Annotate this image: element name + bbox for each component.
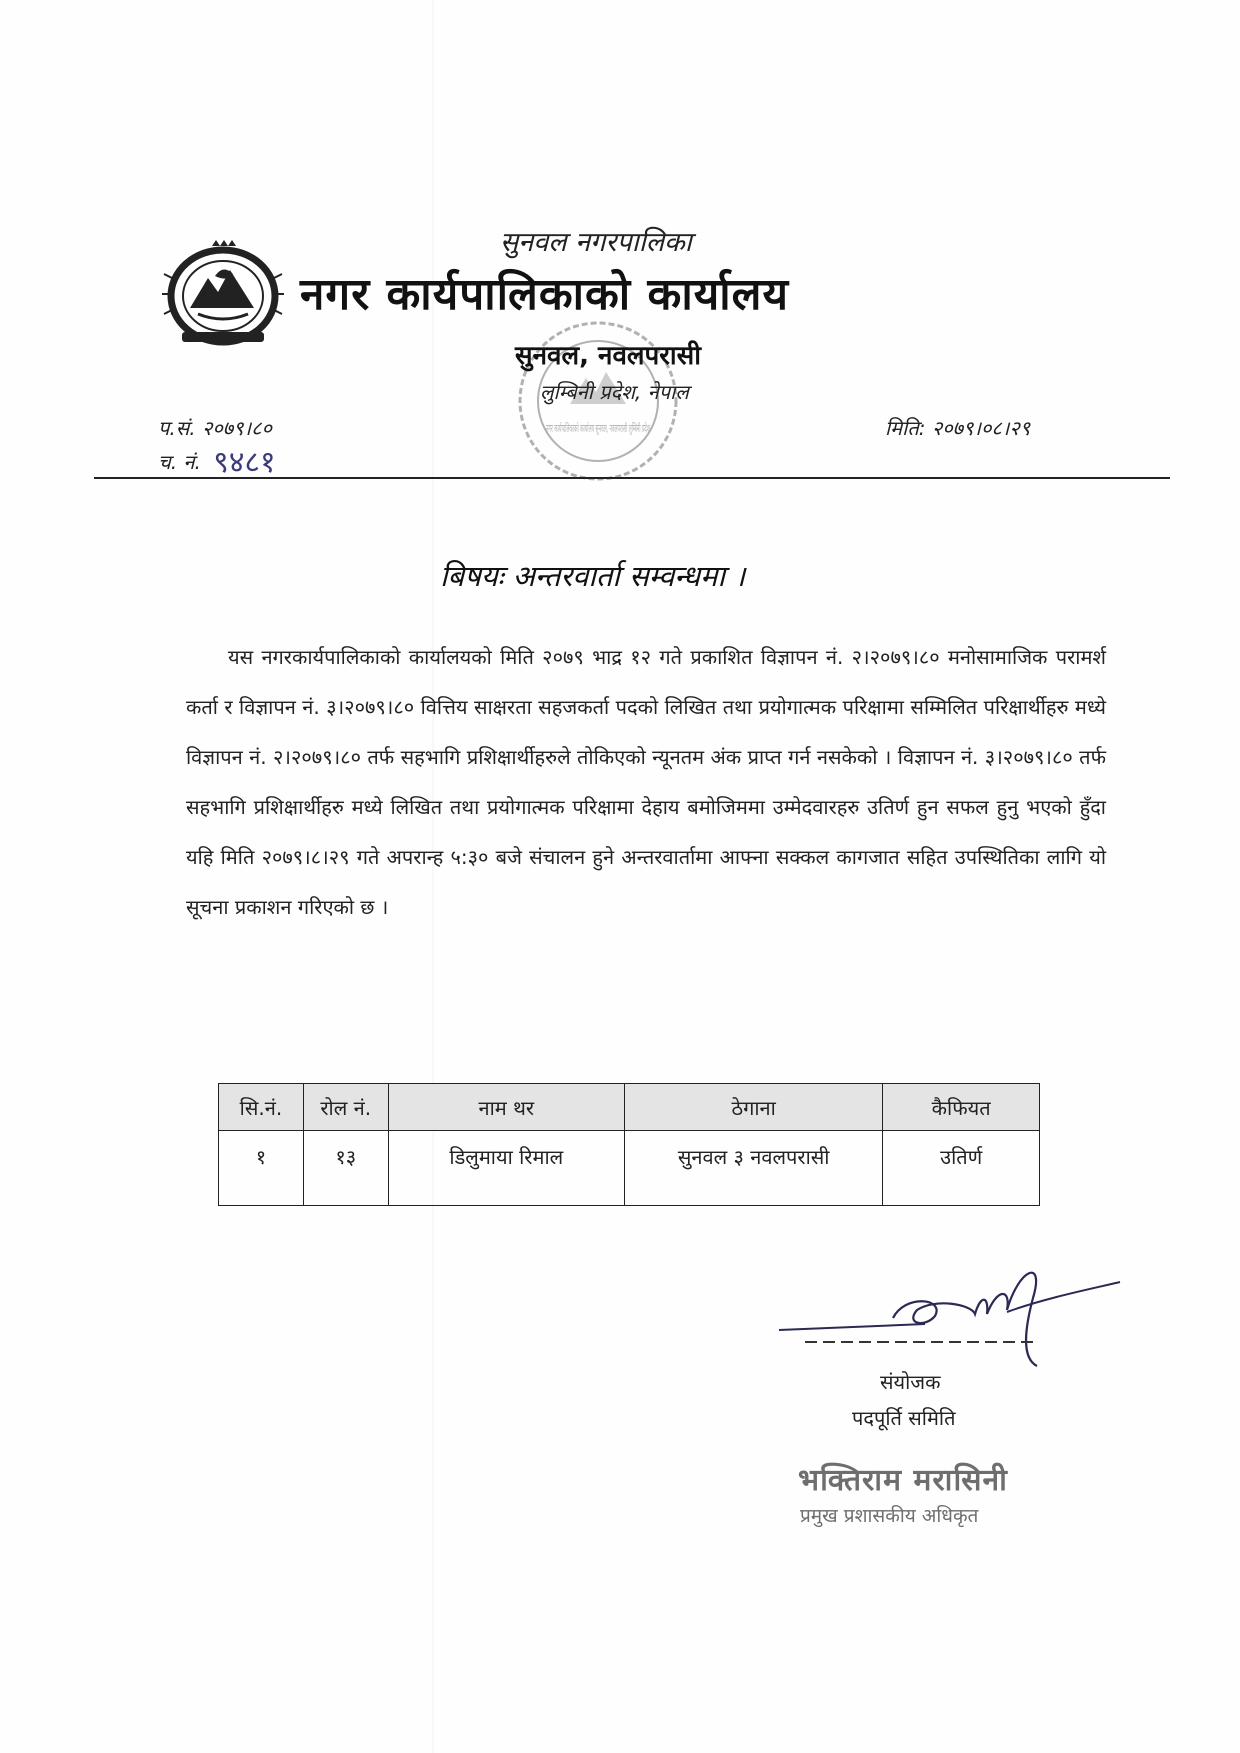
- office-location: सुनवल, नवलपरासी: [515, 341, 701, 371]
- body-paragraph: यस नगरकार्यपालिकाको कार्यालयको मिति २०७९ भाद्र १२ गते प्रकाशित विज्ञापन नं. २।२०७९।८० मनोसामाजिक परामर्श कर्ता र विज्ञापन नं. ३।२०७९।८० वित्तिय साक्षरता सहजकर्ता पदको लिखित तथा प्रयोगात्मक परिक्षामा सम्मिलित परिक्षार्थीहरु मध्ये विज्ञापन नं. २।२०७९।८० तर्फ सहभागि प्रशिक्षार्थीहरुले तोकिएको न्यूनतम अंक प्राप्त गर्न नसकेको । विज्ञापन नं. ३।२०७९।८० तर्फ सहभागि प्रशिक्षार्थीहरु मध्ये लिखित तथा प्रयोगात्मक परिक्षामा देहाय बमोजिममा उम्मेदवारहरु उतिर्ण हुन सफल हुनु भएको हुँदा यहि मिति २०७९।८।२९ गते अपरान्ह ५:३० बजे संचालन हुने अन्तरवार्तामा आफ्ना सक्कल कागजात सहित उपस्थितिका लागि यो सूचना प्रकाशन गरिएको छ ।: [186, 645, 1106, 919]
- office-province: लुम्बिनी प्रदेश, नेपाल: [540, 380, 689, 404]
- name-seal-post: प्रमुख प्रशासकीय अधिकृत: [800, 1505, 979, 1527]
- letter-date: मिति: २०७९।०८।२९: [885, 416, 1031, 440]
- col-address: ठेगाना: [624, 1084, 882, 1131]
- cell-roll: १३: [303, 1131, 388, 1206]
- nepal-emblem-icon: [160, 238, 286, 350]
- dispatch-number-label: च. नं.: [158, 450, 201, 474]
- committee-name: पदपूर्ति समिति: [852, 1406, 956, 1430]
- municipality-name: सुनवल नगरपालिका: [500, 227, 692, 258]
- handwritten-signature: [775, 1258, 1125, 1378]
- office-title: नगर कार्यपालिकाको कार्यालय: [300, 269, 789, 320]
- table-row: [219, 1131, 1040, 1206]
- table-header-row: [219, 1084, 1040, 1131]
- stamp-text: नगर कार्यपालिकाको कार्यालय सुनवल, नवलपरासी लुम्बिनी प्रदेश: [546, 422, 651, 435]
- cell-remarks: उतिर्ण: [883, 1131, 1040, 1206]
- col-roll: रोल नं.: [303, 1084, 388, 1131]
- header-divider: [94, 477, 1170, 479]
- letter-reference: प.सं. २०७९।८०: [158, 416, 272, 440]
- col-remarks: कैफियत: [883, 1084, 1040, 1131]
- cell-serial: १: [219, 1131, 304, 1206]
- col-serial: सि.नं.: [219, 1084, 304, 1131]
- name-seal: भक्तिराम मरासिनी: [798, 1463, 1008, 1498]
- signer-title: संयोजक: [880, 1370, 941, 1394]
- candidate-table: [218, 1083, 1040, 1206]
- cell-name: डिलुमाया रिमाल: [388, 1131, 624, 1206]
- col-name: नाम थर: [388, 1084, 624, 1131]
- cell-address: सुनवल ३ नवलपरासी: [624, 1131, 882, 1206]
- dispatch-number: [158, 440, 276, 481]
- dispatch-number-value: ९४८१: [213, 445, 276, 480]
- letter-body: [186, 632, 1106, 932]
- letter-subject: बिषयः अन्तरवार्ता सम्वन्धमा ।: [440, 559, 746, 593]
